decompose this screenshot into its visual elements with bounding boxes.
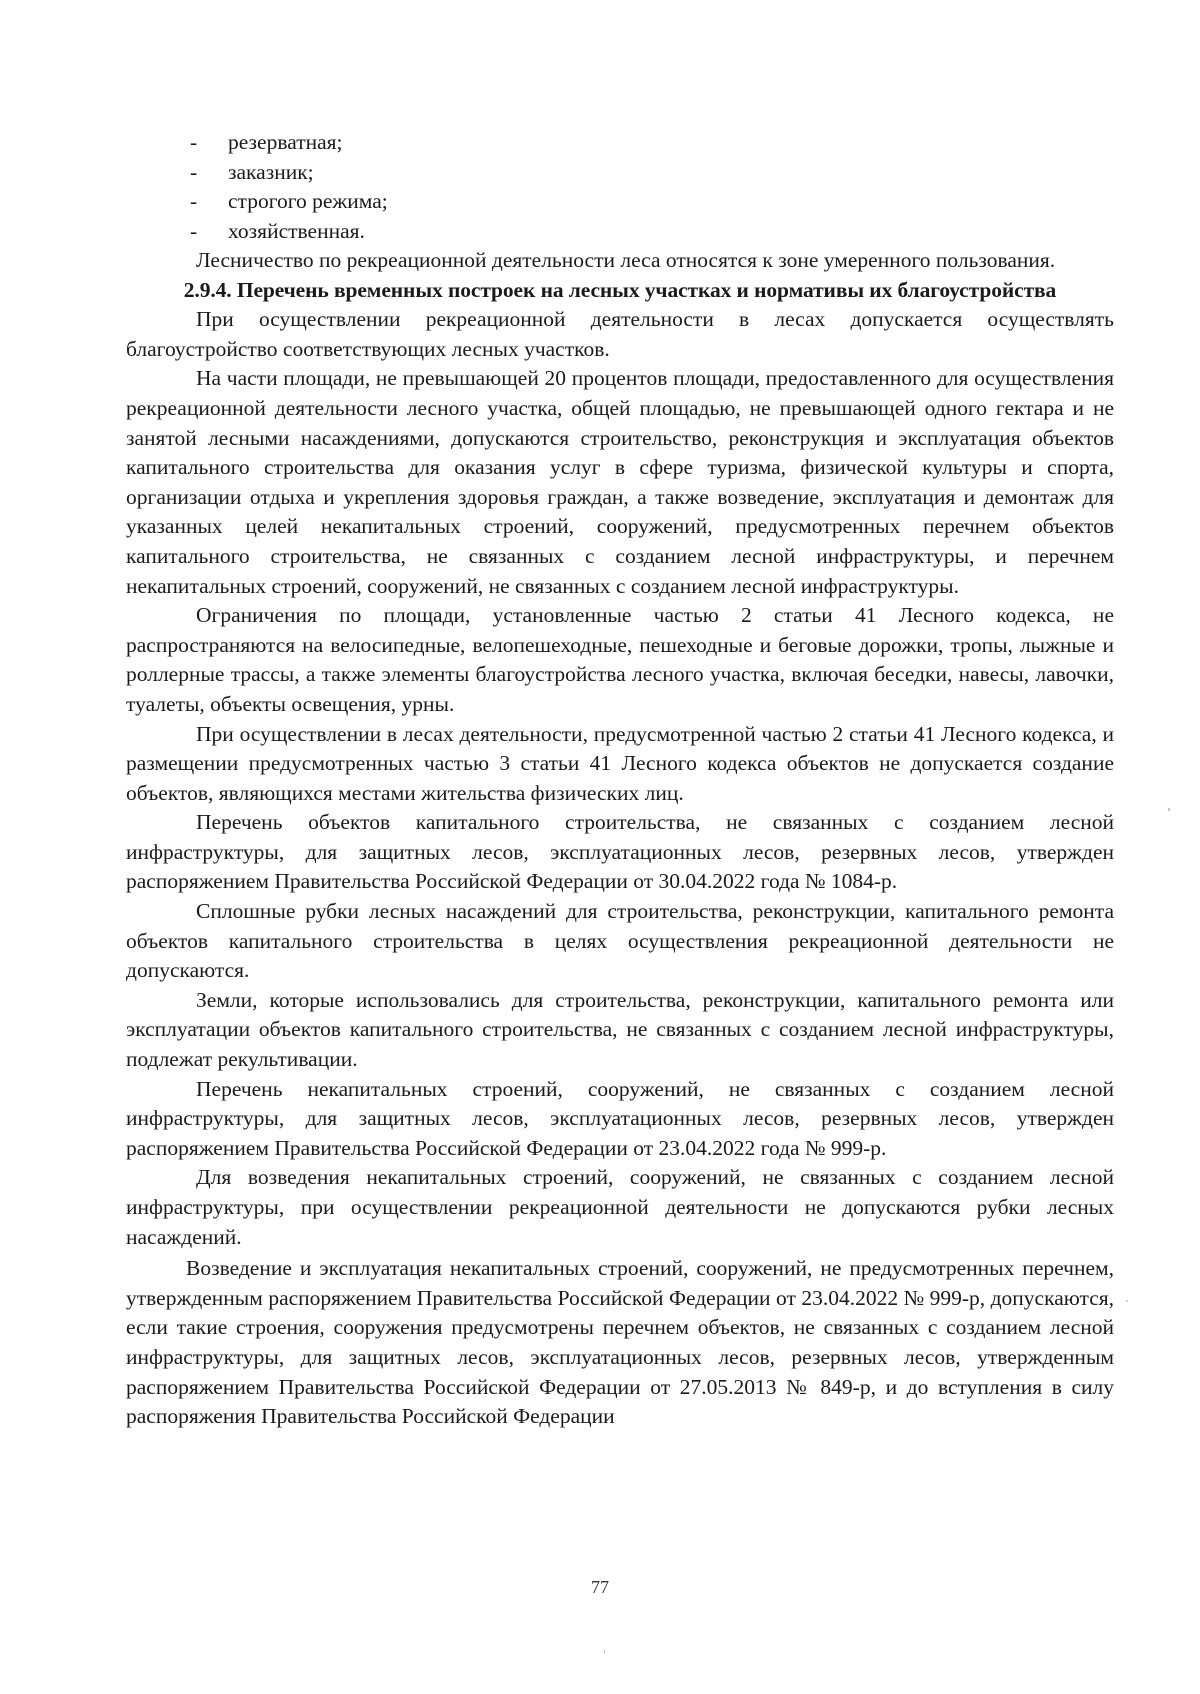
paragraph: Перечень некапитальных строений, сооружений, не связанных с созданием лесной инфраструктуры, для защитных лесов, эксплуатационных лесов, резервных лесов, утвержден распоряжением Правительства Российской Федерации от 23.04.2022 года № 999-р. xyxy=(126,1076,1114,1160)
section-heading: 2.9.4. Перечень временных построек на лесных участках и нормативы их благоустройства xyxy=(183,277,1057,302)
paragraph-zone-note: Лесничество по рекреационной деятельности леса относятся к зоне умеренного пользования. xyxy=(196,248,1056,272)
scan-speck xyxy=(1168,808,1170,811)
zone-list xyxy=(190,128,388,246)
paragraph: Земли, которые использовались для строительства, реконструкции, капитального ремонта или эксплуатации объектов капитального строительства, не связанных с созданием лесной инфраструктуры, подлежат рекультивации. xyxy=(126,987,1114,1072)
scan-speck xyxy=(604,1650,605,1653)
page-number: 77 xyxy=(591,1577,609,1597)
paragraph: Сплошные рубки лесных насаждений для строительства, реконструкции, капитального ремонта объектов капитального строительства в целях осуществления рекреационной деятельности не допускаются. xyxy=(126,899,1114,983)
list-item-text: строгого режима; xyxy=(228,189,388,214)
scan-speck xyxy=(1126,1300,1128,1302)
list-dash: - xyxy=(190,159,198,184)
list-item-text: заказник; xyxy=(228,159,314,184)
paragraph: Для возведения некапитальных строений, сооружений, не связанных с созданием лесной инфраструктуры, при осуществлении рекреационной деятельности не допускаются рубки лесных насаждений. xyxy=(126,1165,1114,1249)
paragraph: Возведение и эксплуатация некапитальных строений, сооружений, не предусмотренных перечнем, утвержденным распоряжением Правительства Российской Федерации от 23.04.2022 № 999-р, допускаются, если такие строения, сооружения предусмотрены перечнем объектов, не связанных с созданием лесной инфраструктуры, для защитных лесов, эксплуатационных лесов, резервных лесов, утвержденным распоряжением Правительства Российской Федерации от 27.05.2013 № 849-р, и до вступления в силу распоряжения Правительства Российской Федерации xyxy=(126,1256,1114,1429)
paragraph: На части площади, не превышающей 20 процентов площади, предоставленного для осуществления рекреационной деятельности лесного участка, общей площадью, не превышающей одного гектара и не занятой лесными насаждениями, допускаются строительство, реконструкция и эксплуатация объектов капитального строительства для оказания услуг в сфере туризма, физической культуры и спорта, организации отдыха и укрепления здоровья граждан, а также возведение, эксплуатация и демонтаж для указанных целей некапитальных строений, сооружений, предусмотренных перечнем объектов капитального строительства, не связанных с созданием лесной инфраструктуры, и перечнем некапитальных строений, сооружений, не связанных с созданием лесной инфраструктуры. xyxy=(126,366,1114,598)
document-body xyxy=(126,246,1114,1432)
list-item xyxy=(190,217,388,247)
list-dash: - xyxy=(190,130,198,154)
list-item-text: резерватная; xyxy=(228,130,343,154)
paragraph: Перечень объектов капитального строительства, не связанных с созданием лесной инфраструктуры, для защитных лесов, эксплуатационных лесов, резервных лесов, утвержден распоряжением Правительства Российской Федерации от 30.04.2022 года № 1084-р. xyxy=(126,810,1114,894)
paragraph: Ограничения по площади, установленные частью 2 статьи 41 Лесного кодекса, не распространяются на велосипедные, велопешеходные, пешеходные и беговые дорожки, тропы, лыжные и роллерные трассы, а также элементы благоустройства лесного участка, включая беседки, навесы, лавочки, туалеты, объекты освещения, урны. xyxy=(126,603,1114,716)
paragraph: При осуществлении рекреационной деятельности в лесах допускается осуществлять благоустройство соответствующих лесных участков. xyxy=(126,307,1114,361)
paragraph: При осуществлении в лесах деятельности, предусмотренной частью 2 статьи 41 Лесного кодекса, и размещении предусмотренных частью 3 статьи 41 Лесного кодекса объектов не допускается создание объектов, являющихся местами жительства физических лиц. xyxy=(126,721,1114,805)
list-item xyxy=(190,187,388,217)
list-item xyxy=(190,128,388,158)
list-dash: - xyxy=(190,189,198,214)
list-item xyxy=(190,158,388,188)
list-item-text: хозяйственная. xyxy=(228,218,365,243)
list-dash: - xyxy=(190,218,198,243)
